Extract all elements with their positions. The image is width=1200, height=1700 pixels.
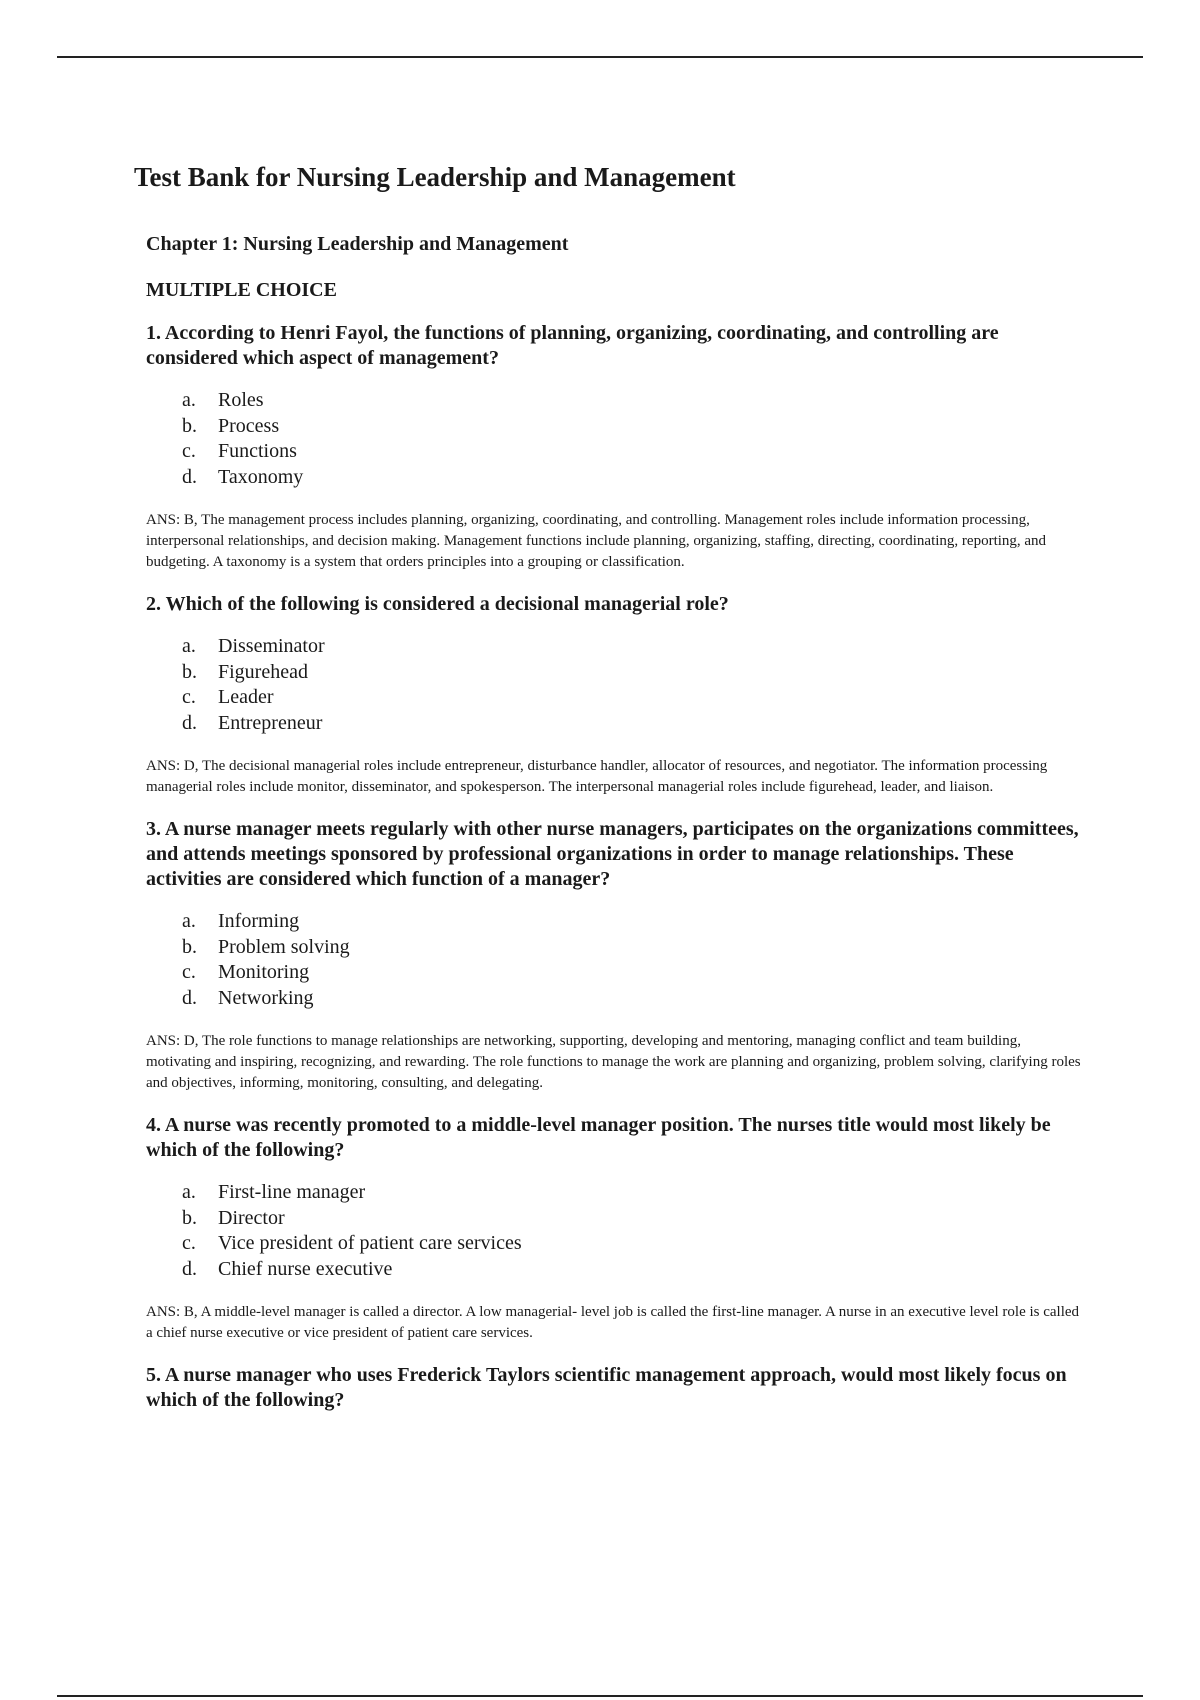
- question-5: [146, 1363, 1086, 1413]
- option-a: [182, 1180, 1086, 1206]
- option-c: [182, 960, 1086, 986]
- option-d: [182, 465, 1086, 491]
- option-text: First-line manager: [218, 1181, 366, 1203]
- section-heading: MULTIPLE CHOICE: [146, 279, 337, 301]
- option-letter: b.: [182, 935, 197, 958]
- question-1: [146, 321, 1086, 573]
- option-b: [182, 660, 1086, 686]
- option-letter: a.: [182, 1181, 196, 1203]
- option-text: Functions: [218, 440, 297, 462]
- option-text: Chief nurse executive: [218, 1257, 393, 1280]
- option-text: Vice president of patient care services: [218, 1232, 522, 1254]
- option-text: Roles: [218, 389, 264, 411]
- option-letter: c.: [182, 686, 196, 708]
- option-text: Informing: [218, 910, 300, 932]
- option-c: [182, 685, 1086, 711]
- option-d: [182, 1257, 1086, 1283]
- option-c: [182, 1231, 1086, 1257]
- option-letter: d.: [182, 1257, 197, 1280]
- option-b: [182, 1206, 1086, 1232]
- option-c: [182, 439, 1086, 465]
- option-letter: d.: [182, 986, 197, 1009]
- option-text: Director: [218, 1206, 285, 1229]
- option-text: Taxonomy: [218, 465, 304, 488]
- option-text: Entrepreneur: [218, 711, 323, 734]
- option-b: [182, 414, 1086, 440]
- option-d: [182, 986, 1086, 1012]
- option-d: [182, 711, 1086, 737]
- answer-explanation: ANS: B, The management process includes planning, organizing, coordinating, and controlling. Management roles include information processing, interpersonal relationships, and decision making. Management functions include planning, organizing, staffing, directing, coordinating, reporting, and budgeting. A taxonomy is a system that orders principles into a grouping or classification.: [146, 512, 1047, 570]
- option-letter: b.: [182, 414, 197, 437]
- top-rule: [57, 56, 1143, 58]
- option-text: Figurehead: [218, 660, 308, 683]
- option-a: [182, 909, 1086, 935]
- option-letter: c.: [182, 961, 196, 983]
- option-letter: d.: [182, 465, 197, 488]
- option-a: [182, 388, 1086, 414]
- option-letter: b.: [182, 1206, 197, 1229]
- option-letter: c.: [182, 440, 196, 462]
- option-text: Leader: [218, 686, 274, 708]
- answer-options: [146, 909, 1086, 1011]
- question-stem: 1. According to Henri Fayol, the functions of planning, organizing, coordinating, and controlling are considered which aspect of management?: [146, 322, 999, 369]
- chapter-heading: Chapter 1: Nursing Leadership and Management: [146, 233, 569, 255]
- option-letter: d.: [182, 711, 197, 734]
- question-2: [146, 592, 1086, 798]
- option-letter: c.: [182, 1232, 196, 1254]
- question-3: [146, 817, 1086, 1094]
- option-letter: a.: [182, 635, 196, 657]
- option-text: Networking: [218, 986, 314, 1009]
- answer-options: [146, 388, 1086, 490]
- answer-explanation: ANS: D, The decisional managerial roles include entrepreneur, disturbance handler, allocator of resources, and negotiator. The information processing managerial roles include monitor, disseminator, and spokesperson. The interpersonal managerial roles include figurehead, leader, and liaison.: [146, 758, 1048, 795]
- bottom-rule: [57, 1695, 1143, 1697]
- document-title: Test Bank for Nursing Leadership and Management: [134, 162, 736, 192]
- question-stem: 3. A nurse manager meets regularly with other nurse managers, participates on the organizations committees, and attends meetings sponsored by professional organizations in order to manage relationships. These activities are considered which function of a manager?: [146, 818, 1079, 890]
- question-stem: 5. A nurse manager who uses Frederick Taylors scientific management approach, would most likely focus on which of the following?: [146, 1364, 1067, 1411]
- option-a: [182, 634, 1086, 660]
- option-letter: a.: [182, 389, 196, 411]
- option-letter: a.: [182, 910, 196, 932]
- document-body: [146, 230, 1086, 1430]
- answer-explanation: ANS: D, The role functions to manage relationships are networking, supporting, developing and mentoring, managing conflict and team building, motivating and inspiring, recognizing, and rewarding. The role functions to manage the work are planning and organizing, problem solving, clarifying roles and objectives, informing, monitoring, consulting, and delegating.: [146, 1033, 1081, 1091]
- question-stem: 2. Which of the following is considered a decisional managerial role?: [146, 593, 729, 615]
- question-4: [146, 1113, 1086, 1344]
- question-stem: 4. A nurse was recently promoted to a middle-level manager position. The nurses title would most likely be which of the following?: [146, 1114, 1051, 1161]
- answer-options: [146, 1180, 1086, 1282]
- option-text: Process: [218, 414, 280, 437]
- option-text: Monitoring: [218, 961, 310, 983]
- option-text: Disseminator: [218, 635, 325, 657]
- answer-explanation: ANS: B, A middle-level manager is called a director. A low managerial- level job is called the first-line manager. A nurse in an executive level role is called a chief nurse executive or vice president of patient care services.: [146, 1304, 1080, 1341]
- option-letter: b.: [182, 660, 197, 683]
- option-b: [182, 935, 1086, 961]
- option-text: Problem solving: [218, 935, 350, 958]
- answer-options: [146, 634, 1086, 736]
